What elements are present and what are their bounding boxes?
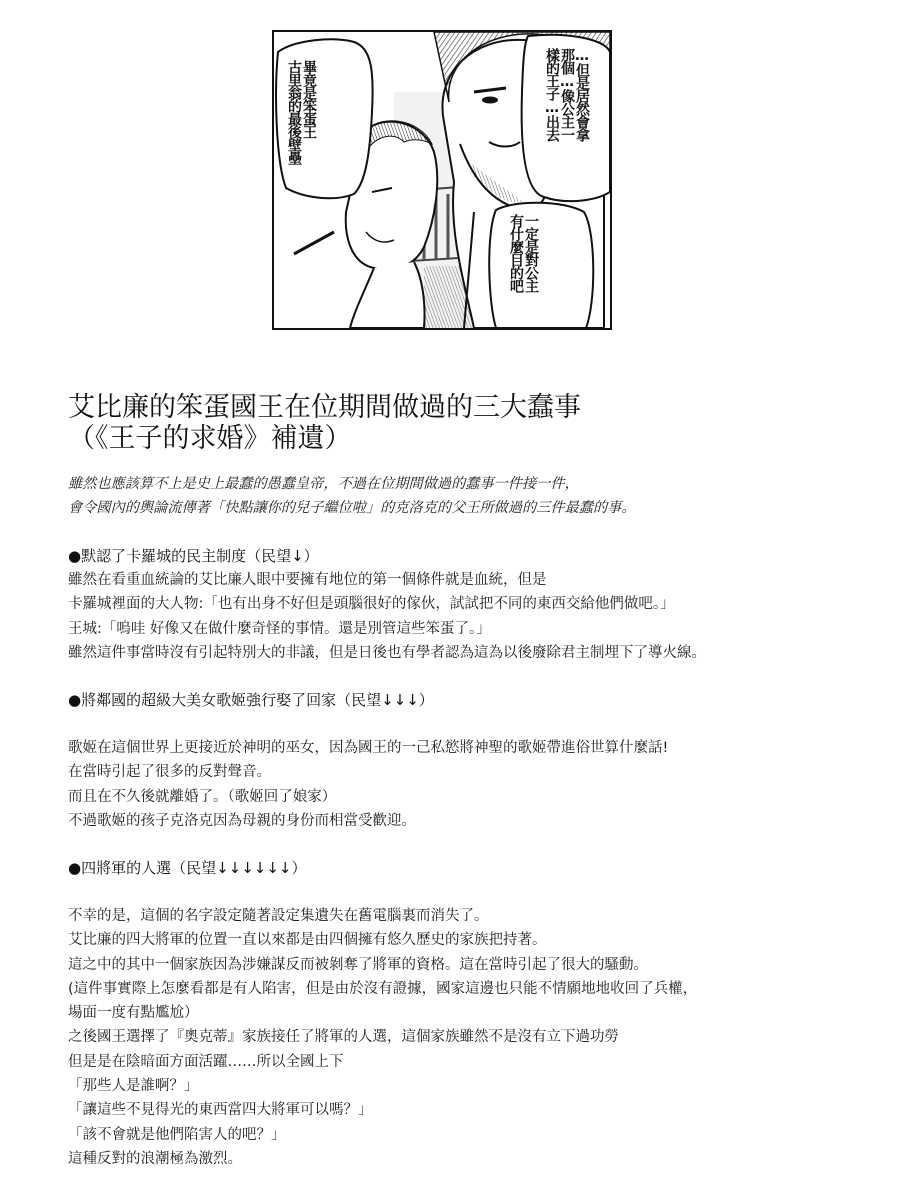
body-line: 歌姬在這個世界上更接近於神明的巫女，因為國王的一己私慾將神聖的歌姬帶進俗世算什麼話! bbox=[68, 740, 669, 756]
body-line: 這之中的其中一個家族因為涉嫌謀反而被剝奪了將軍的資格。這在當時引起了很大的騷動。 bbox=[68, 956, 648, 973]
body-line: 卡羅城裡面的大人物:「也有出身不好但是頭腦很好的傢伙，試試把不同的東西交給他們做吧。」 bbox=[68, 596, 675, 613]
intro-line: 雖然也應該算不上是史上最蠢的愚蠢皇帝，不過在位期間做過的蠢事一件接一件， bbox=[68, 476, 579, 492]
speech-text-left: 畢竟是笨蛋王 古里翁的最後壁壘 bbox=[286, 60, 317, 164]
body-line: 「該不會就是他們陷害人的吧？」 bbox=[68, 1126, 286, 1143]
speech-text-right-top: …但是居然會拿 那個…像公主一 樣的王子…出去 bbox=[544, 48, 590, 141]
body-line: 雖然這件事當時沒有引起特別大的非議，但是日後也有學者認為這為以後廢除君主制埋下了導火線。 bbox=[68, 644, 706, 661]
section-body bbox=[68, 904, 868, 1171]
section-songstress bbox=[68, 688, 868, 833]
article-title bbox=[68, 392, 581, 454]
section-body bbox=[68, 568, 868, 665]
section-heading: ●四將軍的人選（民望↓↓↓↓↓↓） bbox=[68, 859, 307, 877]
body-line: 不過歌姬的孩子克洛克因為母親的身份而相當受歡迎。 bbox=[68, 812, 416, 829]
section-democracy bbox=[68, 544, 868, 665]
article-title-line: 艾比廉的笨蛋國王在位期間做過的三大蠢事 bbox=[68, 392, 581, 423]
section-body bbox=[68, 736, 868, 833]
article-intro bbox=[68, 472, 868, 520]
speech-text-right-bottom: 一定是對公主 有什麼目的吧 bbox=[508, 214, 539, 292]
body-line: 王城:「嗚哇 好像又在做什麼奇怪的事情。還是別管這些笨蛋了。」 bbox=[68, 620, 491, 637]
body-line: 「讓這些不見得光的東西當四大將軍可以嗎？」 bbox=[68, 1102, 373, 1119]
article-subtitle-line: （《王子的求婚》補遺） bbox=[68, 423, 352, 454]
body-line: 之後國王選擇了『奧克蒂』家族接任了將軍的人選，這個家族雖然不是沒有立下過功勞 bbox=[68, 1029, 619, 1046]
body-line: 在當時引起了很多的反對聲音。 bbox=[68, 764, 271, 781]
body-line: 不幸的是，這個的名字設定隨著設定集遺失在舊電腦裏而消失了。 bbox=[68, 908, 489, 924]
section-heading: ●將鄰國的超級大美女歌姬強行娶了回家（民望↓↓↓） bbox=[68, 691, 434, 709]
manga-panel bbox=[272, 30, 612, 330]
body-line: 艾比廉的四大將軍的位置一直以來都是由四個擁有悠久歷史的家族把持著。 bbox=[68, 932, 547, 949]
body-line: 「那些人是誰啊？」 bbox=[68, 1078, 199, 1095]
body-line: 這種反對的浪潮極為激烈。 bbox=[68, 1150, 242, 1167]
body-line: 雖然在看重血統論的艾比廉人眼中要擁有地位的第一個條件就是血統，但是 bbox=[68, 572, 547, 588]
section-generals bbox=[68, 856, 868, 1171]
speech-bubble-right-bottom bbox=[489, 203, 593, 328]
section-heading: ●默認了卡羅城的民主制度（民望↓） bbox=[68, 547, 319, 565]
body-line: 場面一度有點尷尬） bbox=[68, 1005, 199, 1022]
intro-line: 會令國內的輿論流傳著「快點讓你的兒子繼位啦」的克洛克的父王所做過的三件最蠢的事。 bbox=[68, 500, 636, 516]
body-line: (這件事實際上怎麼看都是有人陷害，但是由於沒有證據，國家這邊也只能不情願地地收回了兵權， bbox=[68, 980, 698, 997]
body-line: 但是是在陰暗面方面活躍……所以全國上下 bbox=[68, 1053, 344, 1070]
body-line: 而且在不久後就離婚了。（歌姬回了娘家） bbox=[68, 788, 337, 805]
